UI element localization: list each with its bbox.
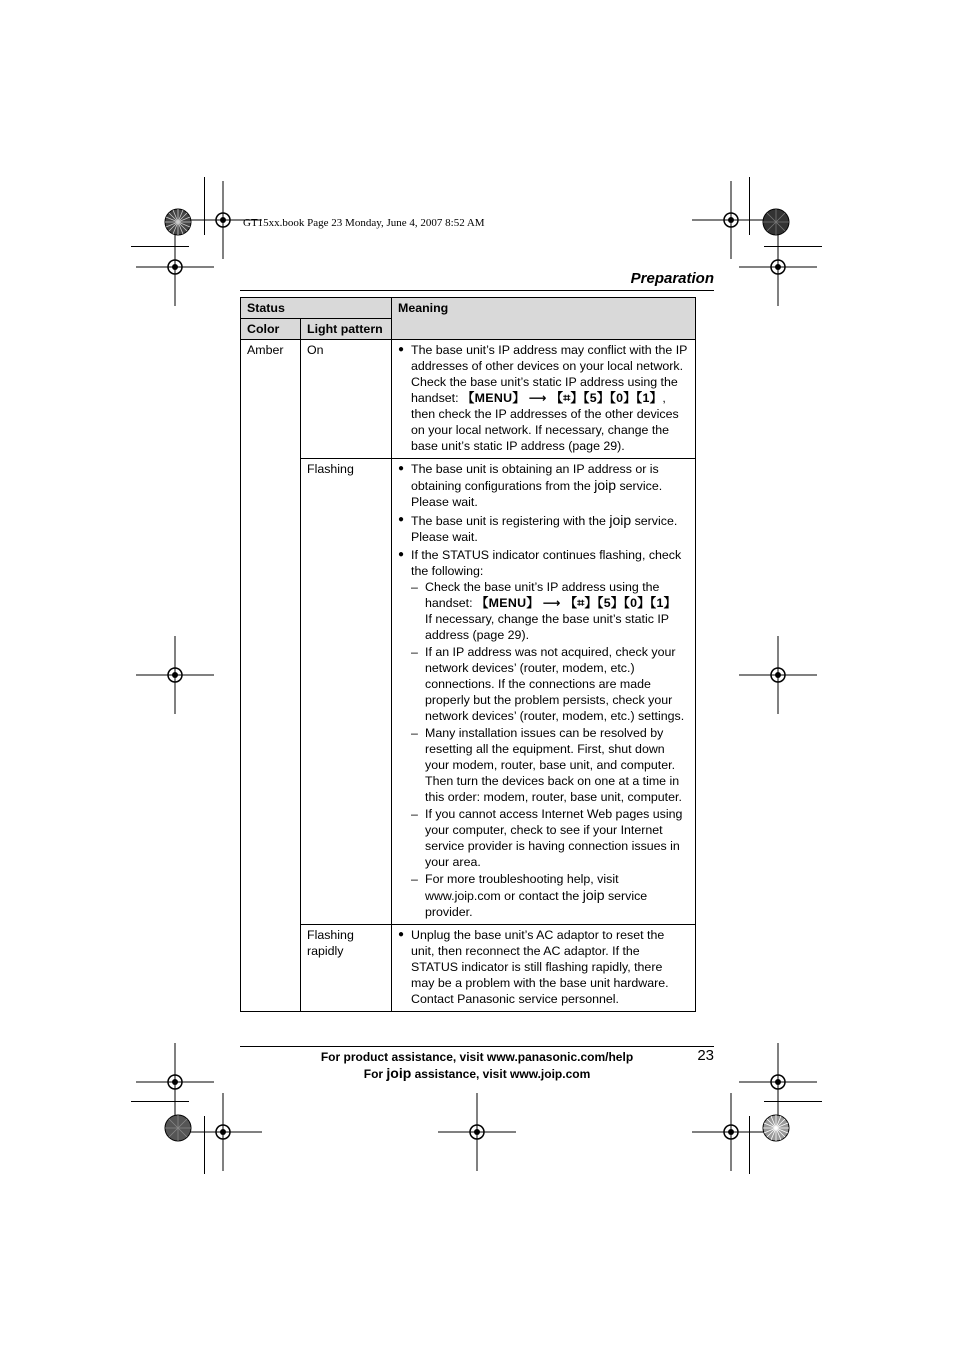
footer-text: assistance, visit www.joip.com — [411, 1067, 591, 1081]
meaning-text: If necessary, change the base unit’s static IP address (page 29). — [425, 612, 669, 642]
list-item — [398, 547, 689, 920]
registration-mark-icon — [136, 636, 214, 714]
meaning-text: The base unit’s IP address may conflict with the IP addresses of other devices on your local network. Check the base unit’s static IP address using the handset: — [411, 343, 688, 405]
color-target-icon — [762, 208, 790, 236]
color-target-icon — [164, 1114, 192, 1142]
registration-mark-icon — [136, 228, 214, 306]
footer-line: For product assistance, visit www.panasonic.com/help — [320, 1050, 634, 1064]
sub-list-item: – If you cannot access Internet Web pages using your computer, check to see if your Internet service provider is having connection issues in your area. — [411, 806, 689, 870]
meaning-text: , then check the IP addresses of the other devices on your local network. If necessary, change the base unit’s static IP address (page 29). — [411, 391, 679, 453]
joip-brand: joip — [582, 887, 605, 903]
registration-mark-icon — [739, 636, 817, 714]
footer — [240, 1049, 714, 1082]
meaning-text: service provider. — [425, 889, 648, 919]
table-row — [241, 340, 696, 459]
page-number: 23 — [697, 1047, 714, 1064]
sub-list-item: – Many installation issues can be resolved by resetting all the equipment. First, shut down your modem, router, base unit, and computer. Then turn the devices back on one at a time in this order: modem, router, base unit, computer. — [411, 725, 689, 805]
status-header: Status — [241, 298, 392, 319]
color-cell: Amber — [241, 340, 301, 1012]
meaning-text: service. Please wait. — [411, 479, 663, 509]
meaning-text: The base unit is registering with the — [411, 514, 610, 528]
registration-mark-icon — [692, 1093, 770, 1171]
list-item — [398, 461, 689, 510]
color-header: Color — [241, 319, 301, 340]
footer-text: For — [363, 1067, 387, 1081]
footer-line — [240, 1065, 714, 1082]
joip-brand: joip — [594, 477, 617, 493]
status-table — [240, 297, 696, 1012]
sub-list-item: – If an IP address was not acquired, check your network devices’ (router, modem, etc.) connections. If the connections are made properly but the problem persists, check your network devices’ (router, modem, etc.) settings. — [411, 644, 689, 724]
section-title: Preparation — [630, 270, 714, 287]
registration-mark-icon — [438, 1093, 516, 1171]
registration-mark-icon — [184, 1093, 262, 1171]
joip-brand: joip — [609, 512, 632, 528]
list-item: ● Unplug the base unit’s AC adaptor to reset the unit, then reconnect the AC adaptor. If the STATUS indicator is still flashing rapidly, there may be a problem with the base unit hardware. Contact Panasonic service personnel. — [398, 927, 689, 1007]
file-info: GT15xx.book Page 23 Monday, June 4, 2007 8:52 AM — [243, 217, 485, 229]
sub-list — [411, 579, 689, 920]
meaning-text: For more troubleshooting help, visit www.joip.com or contact the — [425, 872, 619, 903]
meaning-cell — [392, 925, 696, 1012]
key-sequence: 【MENU】 ⟶ 【⌗】【5】【0】【1】 — [461, 391, 663, 405]
meaning-text: service. Please wait. — [411, 514, 678, 544]
meaning-cell — [392, 340, 696, 459]
meaning-cell — [392, 459, 696, 925]
meaning-text: If the STATUS indicator continues flashing, check the following: — [411, 548, 682, 578]
light-pattern-cell: Flashing rapidly — [301, 925, 392, 1012]
table-header-row — [241, 298, 696, 319]
list-item — [398, 342, 689, 454]
meaning-text: The base unit is obtaining an IP address or is obtaining configurations from the — [411, 462, 659, 493]
meaning-header: Meaning — [392, 298, 696, 340]
light-pattern-cell: On — [301, 340, 392, 459]
title-rule — [240, 290, 714, 291]
footer-rule — [240, 1046, 714, 1047]
light-pattern-cell: Flashing — [301, 459, 392, 925]
sub-list-item — [411, 579, 689, 643]
light-pattern-header: Light pattern — [301, 319, 392, 340]
joip-brand: joip — [386, 1065, 412, 1081]
sub-list-item — [411, 871, 689, 920]
color-target-icon — [164, 208, 192, 236]
key-sequence: 【MENU】 ⟶ 【⌗】【5】【0】【1】 — [475, 596, 677, 610]
registration-mark-icon — [739, 228, 817, 306]
color-target-icon — [762, 1114, 790, 1142]
meaning-text: Check the base unit’s IP address using the handset: — [425, 580, 660, 610]
table-row — [241, 925, 696, 1012]
table-row — [241, 459, 696, 925]
list-item — [398, 512, 689, 545]
